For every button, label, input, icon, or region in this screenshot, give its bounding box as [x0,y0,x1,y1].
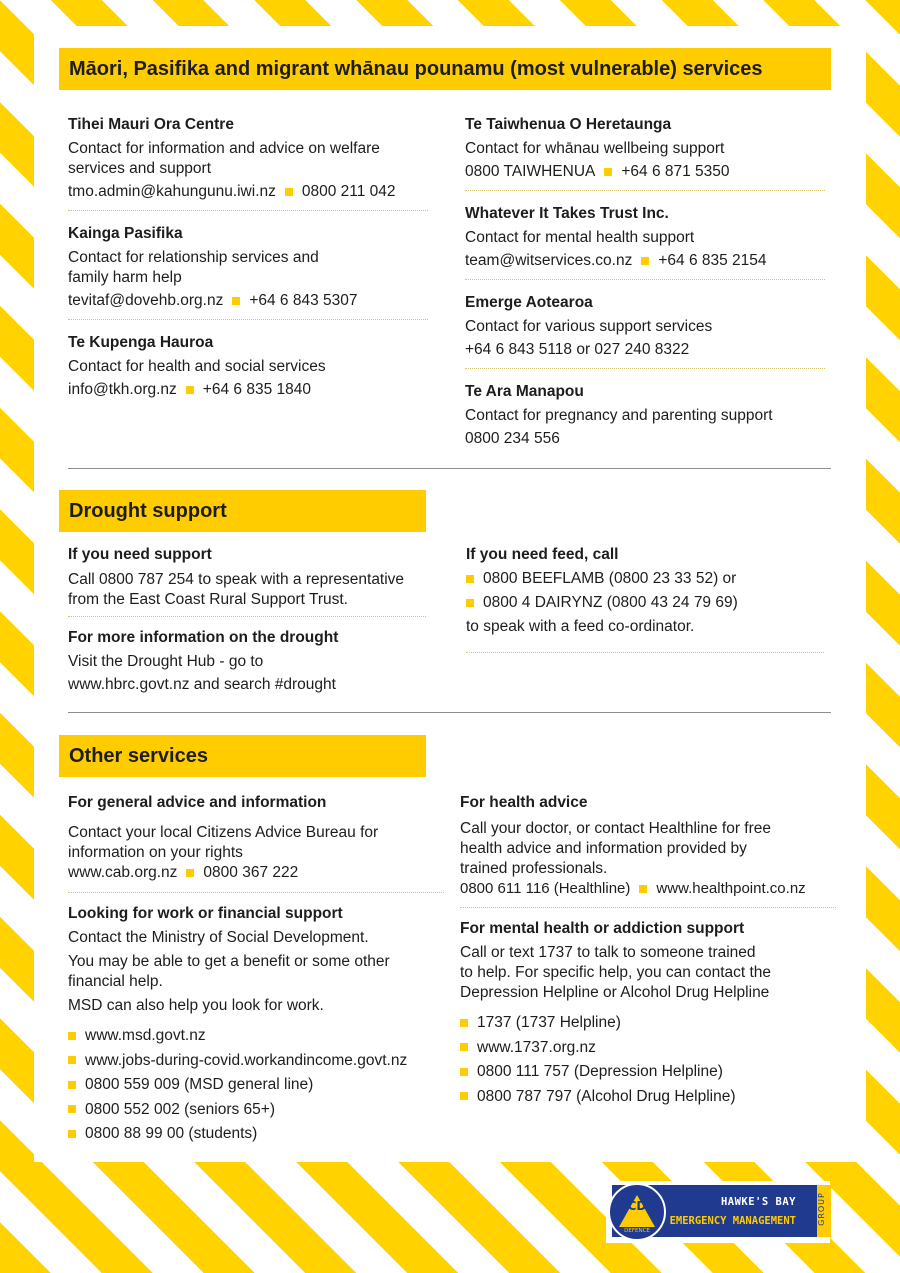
logo-group-text: GROUP [817,1192,826,1226]
service-contact [465,161,831,183]
dotted-divider [465,368,825,369]
service-manapou [465,381,831,450]
bullet-square-icon [460,1068,468,1076]
dotted-divider [465,279,825,280]
service-kupenga [68,332,438,401]
work-title: Looking for work or financial support [68,905,343,922]
health-title: For health advice [460,794,588,811]
service-desc: Contact for relationship services and [68,249,319,266]
work-desc: MSD can also help you look for work. [68,997,324,1014]
bullet-square-icon [186,869,194,877]
service-title: Te Taiwhenua O Heretaunga [465,116,672,133]
phone-number[interactable]: +64 6 871 5350 [621,163,730,180]
drought-right-column [466,544,826,653]
feed-item [466,592,826,614]
feed-phone[interactable]: 0800 4 DAIRYNZ (0800 43 24 79 69) [483,594,738,611]
maori-right-column [465,114,831,450]
service-title: Te Ara Manapou [465,383,584,400]
bullet-square-icon [466,599,474,607]
feed-desc: to speak with a feed co-ordinator. [466,618,695,635]
service-title: Emerge Aotearoa [465,294,593,311]
list-item [460,1036,840,1061]
dotted-divider [466,652,824,653]
mental-call-text[interactable]: Call or text 1737 [460,944,573,961]
feed-or: or [718,570,737,587]
logo-cd-text: CD [627,1199,647,1213]
bullet-square-icon [68,1130,76,1138]
service-desc: Contact for health and social services [68,358,326,375]
mental-desc [460,943,840,963]
covid-jobs-link[interactable]: www.jobs-during-covid.workandincome.govt.nz [85,1051,408,1069]
bullet-square-icon [68,1105,76,1113]
dotted-divider [68,892,444,893]
helpline-link[interactable]: www.1737.org.nz [477,1038,596,1056]
drought-left-column [68,544,443,696]
logo-civil-text [610,1222,664,1234]
work-desc: financial help. [68,973,163,990]
section-divider [68,712,831,713]
list-item [68,1024,453,1049]
service-emerge [465,292,831,369]
service-contact [465,250,831,272]
feed-title: If you need feed, call [466,546,619,563]
drought-info-desc: Visit the Drought Hub - go to [68,653,264,670]
other-left-column [68,792,453,1147]
drought-hub-link[interactable]: www.hbrc.govt.nz and search #drought [68,676,336,693]
list-item [460,1060,840,1085]
service-contact [68,290,438,312]
service-title: Whatever It Takes Trust Inc. [465,205,669,222]
bullet-square-icon [285,188,293,196]
service-taiwhenua [465,114,831,191]
service-contact [68,379,438,401]
msd-link[interactable]: www.msd.govt.nz [85,1027,206,1044]
service-title: Te Kupenga Hauroa [68,334,214,351]
dotted-divider [68,210,428,211]
dotted-divider [68,616,426,617]
list-item [460,1085,840,1110]
bullet-square-icon [641,257,649,265]
service-desc: Contact for information and advice on welfare [68,140,380,157]
mental-contact-list [460,1011,840,1109]
bullet-square-icon [604,168,612,176]
bullet-square-icon [460,1019,468,1027]
bullet-square-icon [466,575,474,583]
phone-number[interactable]: +64 6 835 1840 [202,381,311,398]
list-item [68,1073,453,1098]
health-contact [460,879,840,899]
bullet-square-icon [68,1056,76,1064]
bullet-square-icon [460,1043,468,1051]
mental-desc: Depression Helpline or Alcohol Drug Helpline [460,984,770,1001]
health-desc: trained professionals. [460,860,608,877]
list-item [460,1011,840,1036]
feed-phone[interactable]: 0800 BEEFLAMB (0800 23 33 52) [483,570,719,587]
seniors-phone[interactable]: 0800 552 002 (seniors 65+) [85,1100,276,1118]
service-contact[interactable]: +64 6 843 5118 or 027 240 8322 [465,341,690,358]
service-desc: Contact for various support services [465,318,713,335]
phone-number[interactable]: 0800 211 042 [301,183,396,200]
health-desc: health advice and information provided by [460,840,747,857]
bullet-square-icon [639,885,647,893]
logo-text-line1: HAWKE'S BAY [720,1196,796,1208]
service-desc: Contact for pregnancy and parenting support [465,407,773,424]
support-desc [68,570,443,590]
section-heading-maori: Māori, Pasifika and migrant whānau pounamu (most vulnerable) services [59,48,831,90]
service-wit [465,203,831,280]
logo-civil-word: CIVIL [630,1222,644,1228]
bullet-square-icon [68,1032,76,1040]
feed-item [466,568,826,590]
dotted-divider [460,907,836,908]
alcohol-phone[interactable]: 0800 787 797 (Alcohol Drug Helpline) [477,1087,736,1105]
dotted-divider [68,319,428,320]
list-item [68,1122,453,1147]
service-desc: family harm help [68,269,182,286]
list-item [68,1049,453,1074]
support-desc-text: to speak with a representative [193,571,405,588]
email-link[interactable]: info@tkh.org.nz [68,381,177,398]
work-desc: You may be able to get a benefit or some other [68,953,390,970]
service-desc: Contact for mental health support [465,229,695,246]
health-desc: Call your doctor, or contact Healthline for free [460,820,772,837]
service-kainga [68,223,438,320]
maori-left-column [68,114,438,401]
other-right-column [460,792,840,1109]
logo-text-line2: EMERGENCY MANAGEMENT [669,1215,796,1227]
bullet-square-icon [186,386,194,394]
section-divider [68,468,831,469]
service-contact [68,181,438,203]
work-desc: Contact the Ministry of Social Development. [68,929,369,946]
general-contact [68,863,453,883]
email-link[interactable]: tevitaf@dovehb.org.nz [68,292,224,309]
bullet-square-icon [68,1081,76,1089]
bullet-square-icon [460,1092,468,1100]
phone-number[interactable]: 0800 234 556 [465,430,560,447]
healthpoint-link[interactable]: www.healthpoint.co.nz [656,880,806,897]
hawkes-bay-emergency-logo [606,1181,830,1243]
logo-defence-word: DEFENCE [624,1228,650,1234]
section-heading-drought: Drought support [59,490,426,532]
service-tihei [68,114,438,211]
cab-link[interactable]: www.cab.org.nz [68,864,178,881]
helpline-phone[interactable]: 1737 (1737 Helpline) [477,1014,621,1031]
support-title: If you need support [68,546,212,563]
bullet-square-icon [232,297,240,305]
phone-number[interactable]: +64 6 835 2154 [658,252,767,269]
phone-number[interactable]: 0800 TAIWHENUA [465,163,596,180]
dotted-divider [465,190,825,191]
mental-desc-text: to talk to someone trained [572,944,756,961]
list-item [68,1098,453,1123]
mental-desc: to help. For specific help, you can contact the [460,964,772,981]
students-phone[interactable]: 0800 88 99 00 (students) [85,1125,258,1142]
section-heading-other: Other services [59,735,426,777]
email-link[interactable]: tmo.admin@kahungunu.iwi.nz [68,183,276,200]
msd-phone[interactable]: 0800 559 009 (MSD general line) [85,1076,314,1093]
service-title: Tihei Mauri Ora Centre [68,116,234,133]
healthline-phone[interactable]: 0800 611 116 (Healthline) [460,880,631,897]
drought-info-title: For more information on the drought [68,629,339,646]
service-desc: services and support [68,160,212,177]
general-desc: Contact your local Citizens Advice Bureau for [68,824,379,841]
depression-phone[interactable]: 0800 111 757 (Depression Helpline) [477,1063,723,1080]
service-desc: Contact for whānau wellbeing support [465,140,725,157]
general-title: For general advice and information [68,794,327,811]
cab-phone[interactable]: 0800 367 222 [203,864,299,881]
email-link[interactable]: team@witservices.co.nz [465,252,633,269]
logo-group-tab [817,1185,831,1237]
general-desc: information on your rights [68,844,243,861]
mental-title: For mental health or addiction support [460,920,745,937]
support-phone[interactable]: Call 0800 787 254 [68,571,194,588]
support-desc: from the East Coast Rural Support Trust. [68,591,348,608]
civil-defence-emblem-icon [608,1183,666,1241]
msd-contact-list [68,1024,453,1147]
service-title: Kainga Pasifika [68,225,183,242]
phone-number[interactable]: +64 6 843 5307 [249,292,358,309]
